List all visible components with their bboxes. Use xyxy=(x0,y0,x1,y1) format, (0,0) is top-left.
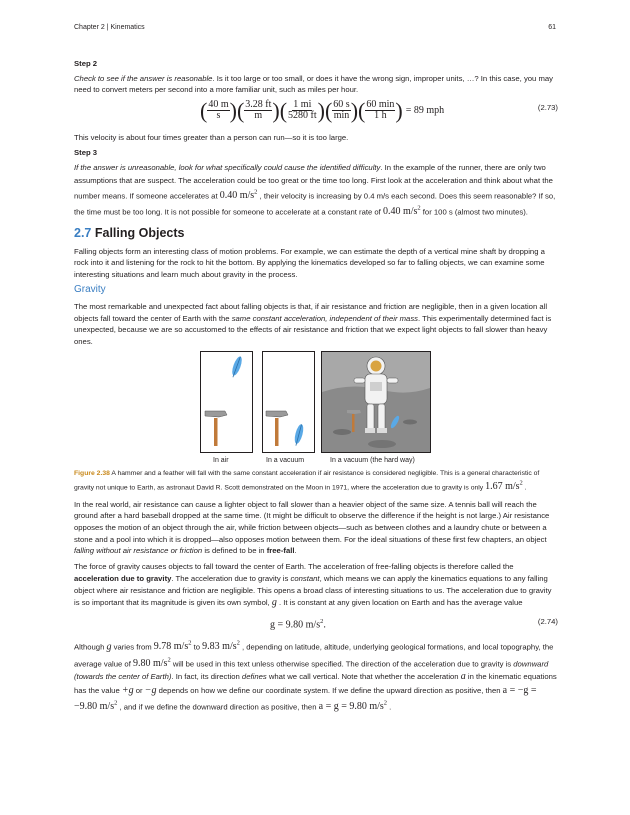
air-text-end: . xyxy=(294,546,297,556)
hammer-icon xyxy=(205,411,227,446)
math-a-neg: a = −g = −9.80 $m/s^2$ xyxy=(74,684,537,713)
math-a-neg-val: a = −g = −9.80 m/s xyxy=(74,684,537,713)
math-978-val: 9.78 m/s xyxy=(153,641,189,653)
feather-icon xyxy=(230,356,244,379)
frac1-num: 40 m xyxy=(208,99,229,111)
final-paragraph xyxy=(74,637,558,714)
feather-and-hammer-vacuum-illustration xyxy=(263,352,314,452)
final-defines: defines xyxy=(241,672,267,682)
final-downward: downward (towards the center of Earth) xyxy=(74,658,549,682)
math-980-val: 9.80 m/s xyxy=(132,657,168,669)
equation-2-74 xyxy=(74,613,558,633)
gravity-text-italic: same constant acceleration, independent of their mass xyxy=(231,313,419,323)
frac2-num: 3.28 ft xyxy=(245,99,272,111)
panel-in-air xyxy=(200,351,253,453)
final-c: to xyxy=(191,642,203,652)
caption-vacuum-hard-way: In a vacuum (the hard way) xyxy=(330,457,415,465)
force-of-gravity-paragraph xyxy=(74,561,558,609)
frac4-num: 60 s xyxy=(333,99,350,111)
frac5-den: 1 h xyxy=(374,110,387,122)
feather-and-hammer-air-illustration xyxy=(201,352,252,452)
frac5-num: 60 min xyxy=(366,99,395,111)
final-k: in the kinematic equations has the value xyxy=(74,672,557,695)
panel-moon-astronaut xyxy=(321,351,431,453)
frac3-den: 5280 ft xyxy=(288,110,317,122)
symbol-a: a xyxy=(460,671,466,683)
step3-lead: If the answer is unreasonable, look for what specifically could cause the identified difficulty xyxy=(74,162,381,172)
final-a: Although xyxy=(74,642,107,652)
section-title-text: Falling Objects xyxy=(91,226,185,240)
section-number: 2.7 xyxy=(74,226,92,240)
final-m: depends on how we define our coordinate system. If we define the upward direction as positive, then xyxy=(156,685,503,695)
math-accel-2-val: 0.40 m/s xyxy=(382,206,418,218)
running-header-chapter: Chapter 2 | Kinematics xyxy=(74,24,145,31)
eq274-end: . xyxy=(323,619,326,631)
hammer-icon xyxy=(266,411,288,446)
step2-lead: Check to see if the answer is reasonable xyxy=(74,73,213,83)
step3-heading: Step 3 xyxy=(74,148,98,158)
final-e: will be used in this text unless otherwise specified. The direction of the acceleration due to gravity is xyxy=(170,658,514,668)
gravity-text-c: . This experimentally determined fact is unexpected, because we are so accustomed to the effects of air resistance and friction that we expect light objects to fall slower than heavy ones. xyxy=(74,313,552,346)
panel-in-vacuum xyxy=(262,351,315,453)
step3-text3: for 100 s (almost two minutes). xyxy=(420,207,528,217)
symbol-minus-g: −g xyxy=(144,684,157,696)
step2-heading: Step 2 xyxy=(74,59,98,68)
force-text-e: , which means we can apply the kinematics equations to any falling object where air resistance and friction are negligible. This opens a broad class of interesting situations to us. The acceleration due to gravity is so important that its magnitude is given its own symbol, xyxy=(74,573,552,607)
free-fall-term: free-fall xyxy=(266,546,295,556)
math-978: 9.78 $m/s^2$ xyxy=(153,639,192,653)
math-accel-1-val: 0.40 m/s xyxy=(219,190,255,202)
frac2-den: m xyxy=(254,110,263,122)
final-h: . In fact, its direction xyxy=(171,672,242,682)
final-n: , and if we define the downward direction as positive, then xyxy=(117,702,319,712)
gravity-text-a: The most remarkable and unexpected fact about falling objects is that, if air resistance and friction are negligible, then in a given location all objects fall toward the center of Earth with the xyxy=(74,301,548,323)
math-moon-g: 1.67 $m/s^2$ xyxy=(485,479,523,493)
air-text: In the real world, air resistance can cause a lighter object to fall slower than a heavier object of the same size. A tennis ball will reach the ground after a hard baseball dropped at the same time. (It might be difficult to observe the difference if the height is not large.) Air resistance opposes the motion of an object through the air, while friction between objects—such as between clothes and a laundry chute or between a stone and a pool into which it is dropped—also opposes motion between them. For the ideal situations of these first few chapters, an object xyxy=(74,499,550,544)
section-intro: Falling objects form an interesting class of motion problems. For example, we can estimate the depth of a vertical mine shaft by dropping a rock into it and listening for the rock to hit the bottom. By applying the kinematics developed so far to falling objects, we can examine some interesting situations and learn much about gravity in the process. xyxy=(74,246,545,279)
final-j: what we call vertical. Note that whether the acceleration xyxy=(266,672,461,682)
figure-label: Figure 2.38 xyxy=(74,470,110,478)
eq274-number: (2.74) xyxy=(537,616,558,626)
step3-paragraph xyxy=(74,162,558,219)
equation-2-73: ( $\frac{40 m}{s}$ ) ( $\frac{3.28 ft}{m}$ ) ( $\frac{1 mi}{5280 ft}$ ) ( $\frac{60 s}{\min}$ ) ( $\frac{60 \min}{1 h}$ ) = 89 mph (2.73) xyxy=(200,97,558,123)
constant-term: constant xyxy=(290,573,320,583)
accel-gravity-term: acceleration due to gravity xyxy=(74,573,172,583)
force-text-f: . It is constant at any given location on Earth and has the average value xyxy=(276,597,523,607)
eq274-expression: g = 9.80 $m/s^2$. xyxy=(270,617,326,631)
feather-icon xyxy=(293,424,305,447)
symbol-plus-g: +g xyxy=(121,684,134,696)
math-accel-1: 0.40 $m/s^2$ xyxy=(219,189,258,202)
caption-in-air: In air xyxy=(213,457,229,465)
page-number: 61 xyxy=(548,24,556,31)
math-a-pos: a = g = 9.80 $m/s^2$ xyxy=(318,700,388,713)
final-l: or xyxy=(133,685,145,695)
math-accel-2: 0.40 $m/s^2$ xyxy=(382,205,421,218)
final-o: . xyxy=(387,702,392,712)
figure-caption-end: . xyxy=(522,484,527,492)
page-body xyxy=(74,58,558,718)
figure-caption-text: A hammer and a feather will fall with the same constant acceleration if air resistance is considered negligible. This is a general characteristic of gravity not unique to Earth, as astronaut David R. Scott demonstrated on the Moon in 1971, where the acceleration due to gravity is only xyxy=(74,470,540,492)
step2-paragraph xyxy=(74,73,558,96)
eq274-text: g = 9.80 m/s xyxy=(270,619,321,631)
air-resistance-paragraph xyxy=(74,499,558,557)
section-heading xyxy=(74,228,558,240)
symbol-g-2: g xyxy=(106,641,112,653)
frac3-num: 1 mi xyxy=(293,99,312,111)
frac4-den: min xyxy=(333,110,350,122)
math-983: 9.83 $m/s^2$ xyxy=(202,639,240,653)
astronaut-on-moon-illustration xyxy=(322,352,430,452)
figure-caption xyxy=(74,469,558,493)
gravity-paragraph xyxy=(74,301,558,347)
air-text-italic: falling without air resistance or friction xyxy=(74,546,203,556)
figure-2-38 xyxy=(74,351,558,469)
final-d: , depending on latitude, altitude, underlying geological formations, and local topography, the average value of xyxy=(74,642,554,668)
symbol-g: g xyxy=(271,596,277,608)
eq273-number: (2.73) xyxy=(537,102,558,112)
force-text-c: . The acceleration due to gravity is xyxy=(171,573,291,583)
air-text-mid: is defined to be in xyxy=(202,546,267,556)
math-983-val: 9.83 m/s xyxy=(202,641,237,653)
step3-text2: , their velocity is increasing by 0.4 m/s each second. Does this seem reasonable? If so, the time must be too long. It is not possible for someone to accelerate at a constant rate of xyxy=(74,191,556,217)
frac1-den: s xyxy=(216,110,221,122)
velocity-comment: This velocity is about four times greater than a person can run—so it is too large. xyxy=(74,132,349,142)
math-980: 9.80 $m/s^2$ xyxy=(132,656,171,669)
caption-in-vacuum: In a vacuum xyxy=(266,457,305,465)
final-b: varies from xyxy=(111,642,154,652)
force-text-a: The force of gravity causes objects to fall toward the center of Earth. The acceleration of free-falling objects is therefore called the xyxy=(74,561,514,571)
math-a-pos-val: a = g = 9.80 m/s xyxy=(318,701,384,713)
step2-text: . Is it too large or too small, or does it have the wrong sign, improper units, …? In this case, you may need to convert meters per second into a more familiar unit, such as miles per hour. xyxy=(74,73,553,95)
eq273-result: = 89 mph xyxy=(405,104,445,116)
step3-text1: . In the example of the runner, there are only two assumptions that are suspect. The acceleration could be too great or the time too long. First look at the acceleration and think about what the number means. If someone accelerates at xyxy=(74,162,553,201)
math-moon-g-val: 1.67 m/s xyxy=(485,481,520,493)
gravity-heading: Gravity xyxy=(74,284,106,296)
